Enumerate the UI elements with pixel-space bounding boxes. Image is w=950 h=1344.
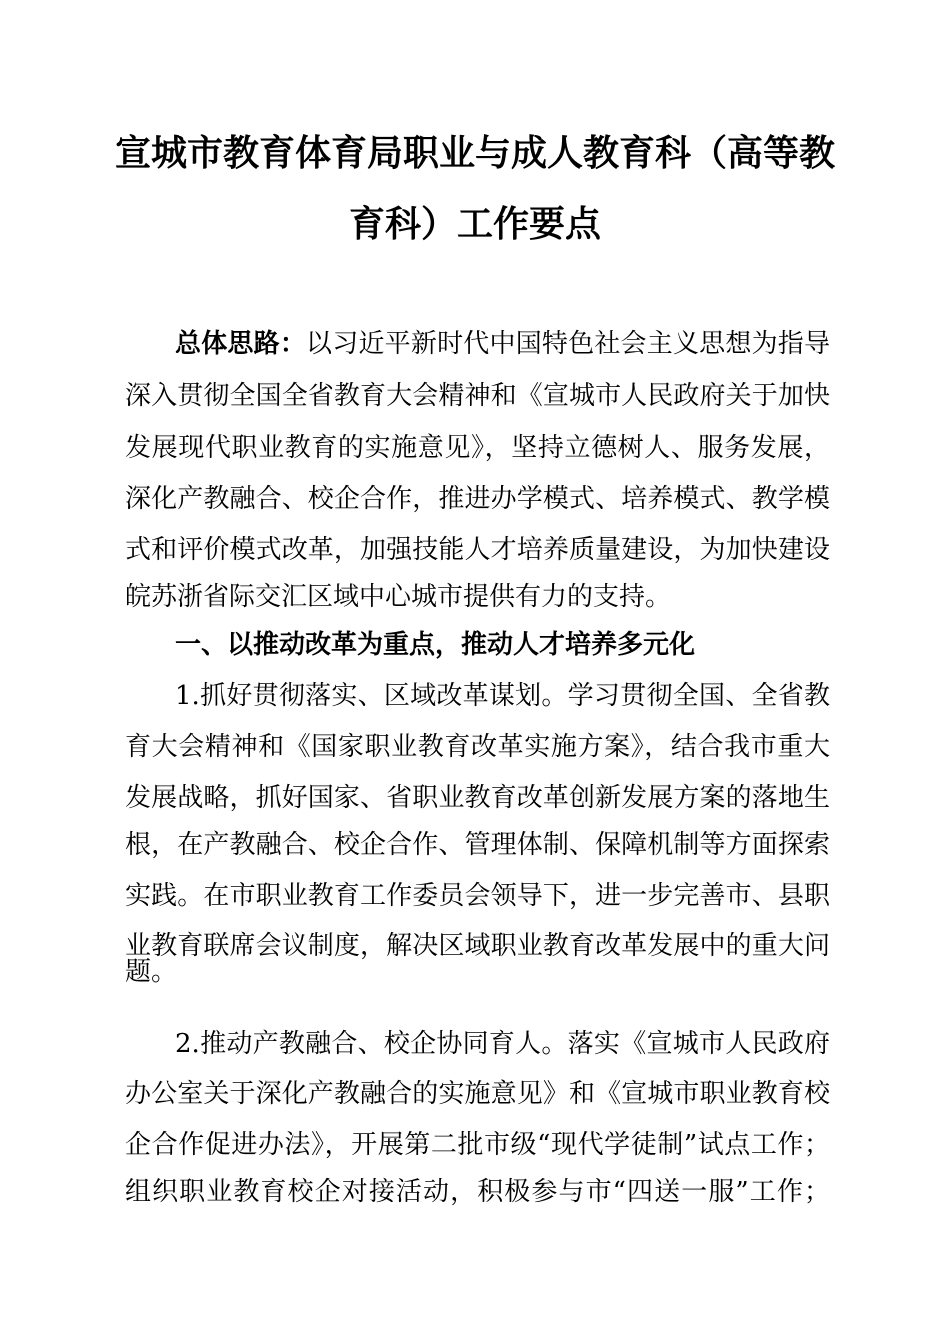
document-title-line-1: 宣城市教育体育局职业与成人教育科（高等教 [114,133,835,174]
item-1-line: 实践。在市职业教育工作委员会领导下，进一步完善市、县职 [125,881,830,911]
item-2-line: 办公室关于深化产教融合的实施意见》和《宣城市职业教育校 [125,1079,830,1109]
intro-line: 皖苏浙省际交汇区域中心城市提供有力的支持。 [125,582,672,612]
intro-line: 深化产教融合、校企合作，推进办学模式、培养模式、教学模 [125,484,830,514]
item-1-line: 育大会精神和《国家职业教育改革实施方案》，结合我市重大 [125,732,830,762]
item-2-line: 组织职业教育校企对接活动，积极参与市“四送一服”工作； [125,1177,830,1207]
intro-line-1-text: 以习近平新时代中国特色社会主义思想为指导 [306,329,830,359]
item-1-line: 发展战略，抓好国家、省职业教育改革创新发展方案的落地生 [125,783,830,813]
document-title-line-2: 育科）工作要点 [348,204,601,245]
item-2-line: 企合作促进办法》，开展第二批市级“现代学徒制”试点工作； [125,1130,830,1160]
item-1-line: 业教育联席会议制度，解决区域职业教育改革发展中的重大问 [125,931,830,961]
intro-line: 式和评价模式改革，加强技能人才培养质量建设，为加快建设 [125,535,830,565]
item-1-line: 题。 [125,957,178,987]
intro-line: 发展现代职业教育的实施意见》，坚持立德树人、服务发展， [125,433,830,463]
item-1-line-1: 1.抓好贯彻落实、区域改革谋划。学习贯彻全国、全省教 [175,681,830,711]
section-heading: 一、以推动改革为重点，推动人才培养多元化 [175,630,696,660]
intro-line: 深入贯彻全国全省教育大会精神和《宣城市人民政府关于加快 [125,381,830,411]
item-1-line: 根，在产教融合、校企合作、管理体制、保障机制等方面探索 [125,830,830,860]
item-2-line-1: 2.推动产教融合、校企协同育人。落实《宣城市人民政府 [175,1029,830,1059]
intro-label: 总体思路： [175,329,307,359]
intro-line-1 [175,327,830,361]
